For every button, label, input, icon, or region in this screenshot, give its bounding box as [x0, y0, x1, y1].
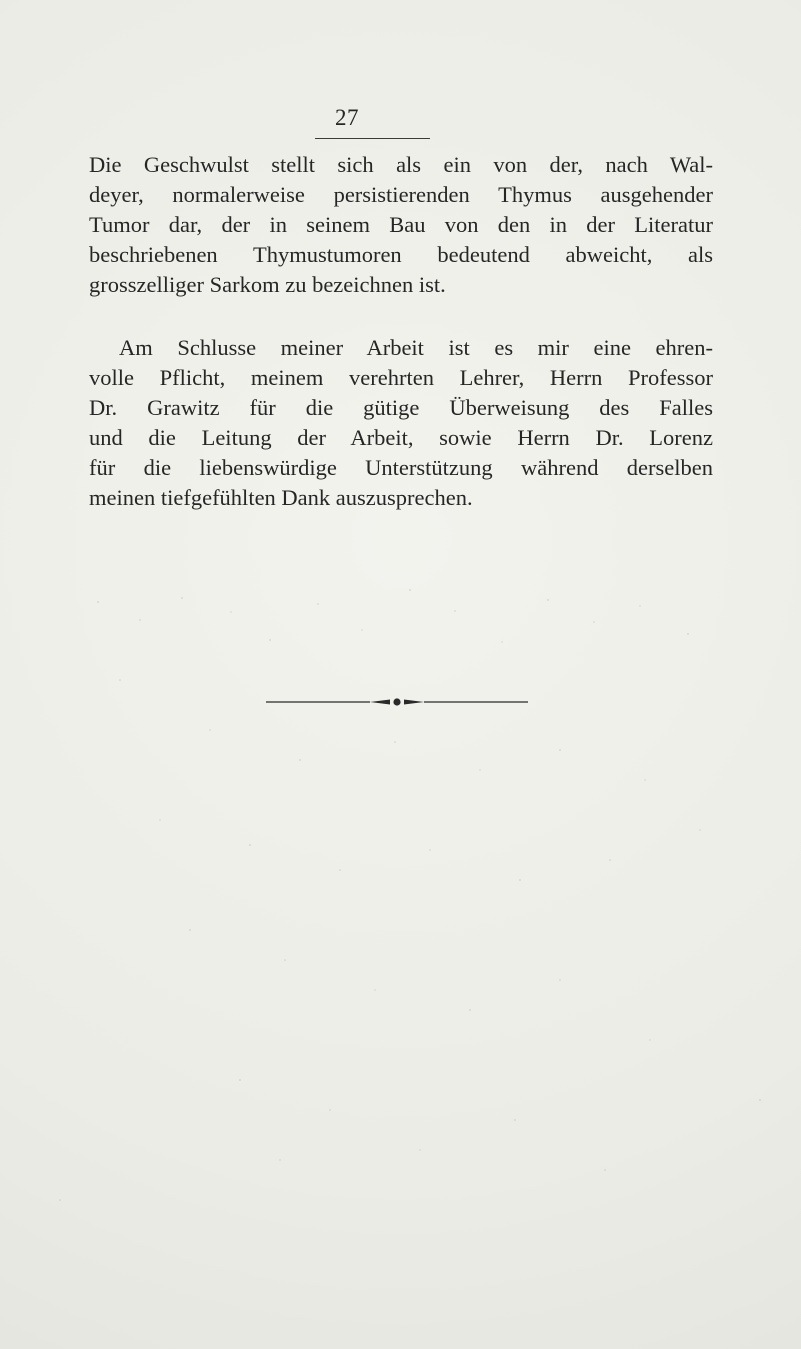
text-line: Tumor dar, der in seinem Bau von den in der Literatur: [89, 212, 713, 237]
page-number-rule: [315, 138, 430, 139]
paragraph-acknowledgements: [89, 333, 713, 513]
text-line: beschriebenen Thymustumoren bedeutend abweicht, als: [89, 242, 713, 267]
text-line: für die liebenswürdige Unterstützung während derselben: [89, 455, 713, 480]
ornamental-divider-icon: [266, 696, 528, 708]
text-line: deyer, normalerweise persistierenden Thymus ausgehender: [89, 182, 713, 207]
paragraph-conclusion: [89, 150, 713, 300]
text-line: meinen tiefgefühlten Dank auszusprechen.: [89, 485, 473, 510]
text-line: volle Pflicht, meinem verehrten Lehrer, Herrn Professor: [89, 365, 713, 390]
text-line: grosszelliger Sarkom zu bezeichnen ist.: [89, 272, 446, 297]
page-number: 27: [335, 105, 359, 130]
body-text: [89, 150, 713, 513]
paragraph-gap: [89, 300, 713, 333]
text-line: und die Leitung der Arbeit, sowie Herrn Dr. Lorenz: [89, 425, 713, 450]
text-line: Am Schlusse meiner Arbeit ist es mir eine ehren-: [119, 335, 713, 360]
text-line: Dr. Grawitz für die gütige Überweisung des Falles: [89, 395, 713, 420]
text-line: Die Geschwulst stellt sich als ein von der, nach Wal-: [89, 152, 713, 177]
